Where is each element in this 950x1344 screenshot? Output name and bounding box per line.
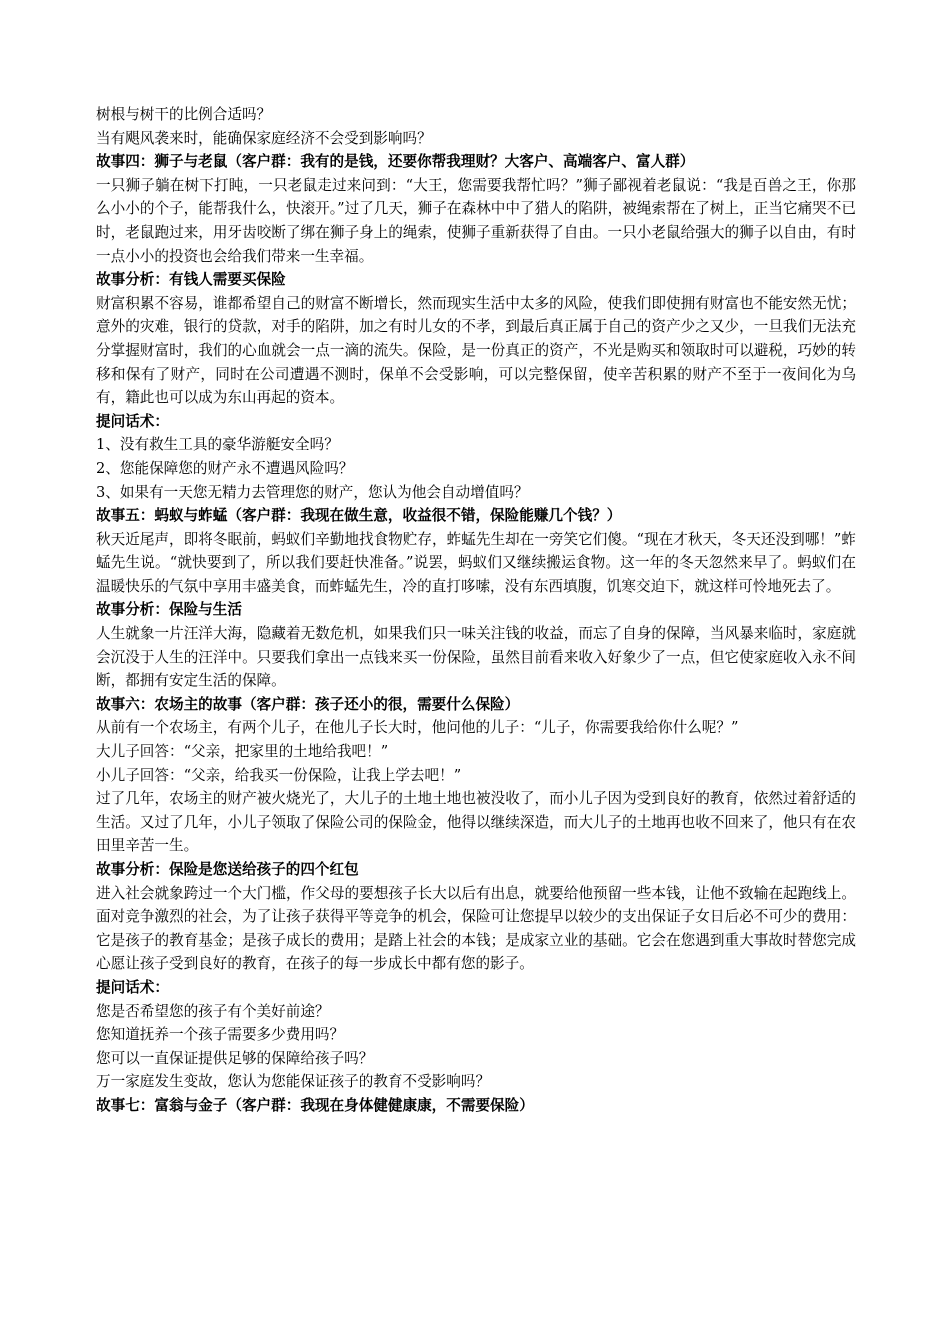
question-line: 您可以一直保证提供足够的保障给孩子吗？ xyxy=(96,1049,374,1067)
question-line: 您是否希望您的孩子有个美好前途？ xyxy=(96,1002,330,1020)
story-five-analysis-heading: 故事分析：保险与生活 xyxy=(96,601,242,619)
story-five-analysis-body: 人生就象一片汪洋大海，隐藏着无数危机，如果我们只一味关注钱的收益，而忘了自身的保障，当风暴来临时，家庭就会沉没于人生的汪洋中。只要我们拿出一点钱来买一份保险，虽然目前看来收入好象少了一点，但它使家庭收入永不间断，都拥有安定生活的保障。 xyxy=(96,625,856,690)
story-six-body: 小儿子回答：“父亲，给我买一份保险，让我上学去吧！” xyxy=(96,766,462,784)
story-four-analysis-body: 财富积累不容易，谁都希望自己的财富不断增长，然而现实生活中太多的风险，使我们即使拥有财富也不能安然无忧；意外的灾难，银行的贷款，对手的陷阱，加之有时儿女的不孝，到最后真正属于自己的资产少之又少，一旦我们无法充分掌握财富时，我们的心血就会一点一滴的流失。保险，是一份真正的资产，不光是购买和领取时可以避税，巧妙的转移和保有了财产，同时在公司遭遇不测时，保单不会受影响，可以完整保留，使辛苦积累的财产不至于一夜间化为乌有，籍此也可以成为东山再起的资本。 xyxy=(96,294,856,407)
story-four-analysis-heading: 故事分析：有钱人需要买保险 xyxy=(96,271,286,289)
question-line: 2、您能保障您的财产永不遭遇风险吗？ xyxy=(96,459,354,477)
story-six-analysis-heading: 故事分析：保险是您送给孩子的四个红包 xyxy=(96,861,359,878)
question-line: 当有飓风袭来时，能确保家庭经济不会受到影响吗？ xyxy=(96,129,432,147)
document-page xyxy=(96,103,856,1118)
question-line: 您知道抚养一个孩子需要多少费用吗？ xyxy=(96,1026,345,1044)
story-four-body: 一只狮子躺在树下打盹，一只老鼠走过来问到：“大王，您需要我帮忙吗？”狮子鄙视着老鼠说：“我是百兽之王，你那么小小的个子，能帮我什么，快滚开。”过了几天，狮子在森林中中了猎人的陷阱，被绳索帮在了树上，正当它痛哭不已时，老鼠跑过来，用牙齿咬断了绑在狮子身上的绳索，使狮子重新获得了自由。一只小老鼠给强大的狮子以自由，有时一点小小的投资也会给我们带来一生幸福。 xyxy=(96,176,856,265)
question-line: 树根与树干的比例合适吗？ xyxy=(96,106,272,123)
story-five-heading: 故事五：蚂蚁与蚱蜢（客户群：我现在做生意，收益很不错，保险能赚几个钱？） xyxy=(96,507,622,525)
story-six-analysis-body: 进入社会就象跨过一个大门槛，作父母的要想孩子长大以后有出息，就要给他预留一些本钱，让他不致输在起跑线上。面对竞争激烈的社会，为了让孩子获得平等竞争的机会，保险可让您提早以较少的支出保证子女日后必不可少的费用：它是孩子的教育基金；是孩子成长的费用；是踏上社会的本钱；是成家立业的基础。它会在您遇到重大事故时替您完成心愿让孩子受到良好的教育，在孩子的每一步成长中都有您的影子。 xyxy=(96,884,856,973)
question-script-heading: 提问话术： xyxy=(96,978,169,996)
story-five-body: 秋天近尾声，即将冬眠前，蚂蚁们辛勤地找食物贮存，蚱蜢先生却在一旁笑它们傻。“现在才秋天，冬天还没到哪！”蚱蜢先生说。“就快要到了，所以我们要赶快准备。”说罢，蚂蚁们又继续搬运食物。这一年的冬天忽然来早了。蚂蚁们在温暖快乐的气氛中享用丰盛美食，而蚱蜢先生，冷的直打哆嗦，没有东西填腹，饥寒交迫下，就这样可怜地死去了。 xyxy=(96,530,856,595)
question-line: 万一家庭发生变故，您认为您能保证孩子的教育不受影响吗？ xyxy=(96,1073,491,1091)
story-six-body: 过了几年，农场主的财产被火烧光了，大儿子的土地土地也被没收了，而小儿子因为受到良好的教育，依然过着舒适的生活。又过了几年，小儿子领取了保险公司的保险金，他得以继续深造，而大儿子的土地再也收不回来了，他只有在农田里辛苦一生。 xyxy=(96,790,856,855)
story-four-heading: 故事四：狮子与老鼠（客户群：我有的是钱，还要你帮我理财？大客户、高端客户、富人群） xyxy=(96,153,695,171)
story-six-body: 大儿子回答：“父亲，把家里的土地给我吧！” xyxy=(96,743,389,761)
question-script-heading: 提问话术： xyxy=(96,412,169,430)
question-line: 3、如果有一天您无精力去管理您的财产，您认为他会自动增值吗？ xyxy=(96,483,529,501)
story-six-body: 从前有一个农场主，有两个儿子，在他儿子长大时，他问他的儿子：“儿子，你需要我给你什么呢？” xyxy=(96,719,739,737)
story-six-heading: 故事六：农场主的故事（客户群：孩子还小的很，需要什么保险） xyxy=(96,695,520,713)
question-line: 1、没有救生工具的豪华游艇安全吗？ xyxy=(96,436,339,454)
story-seven-heading: 故事七：富翁与金子（客户群：我现在身体健健康康，不需要保险） xyxy=(96,1096,534,1114)
